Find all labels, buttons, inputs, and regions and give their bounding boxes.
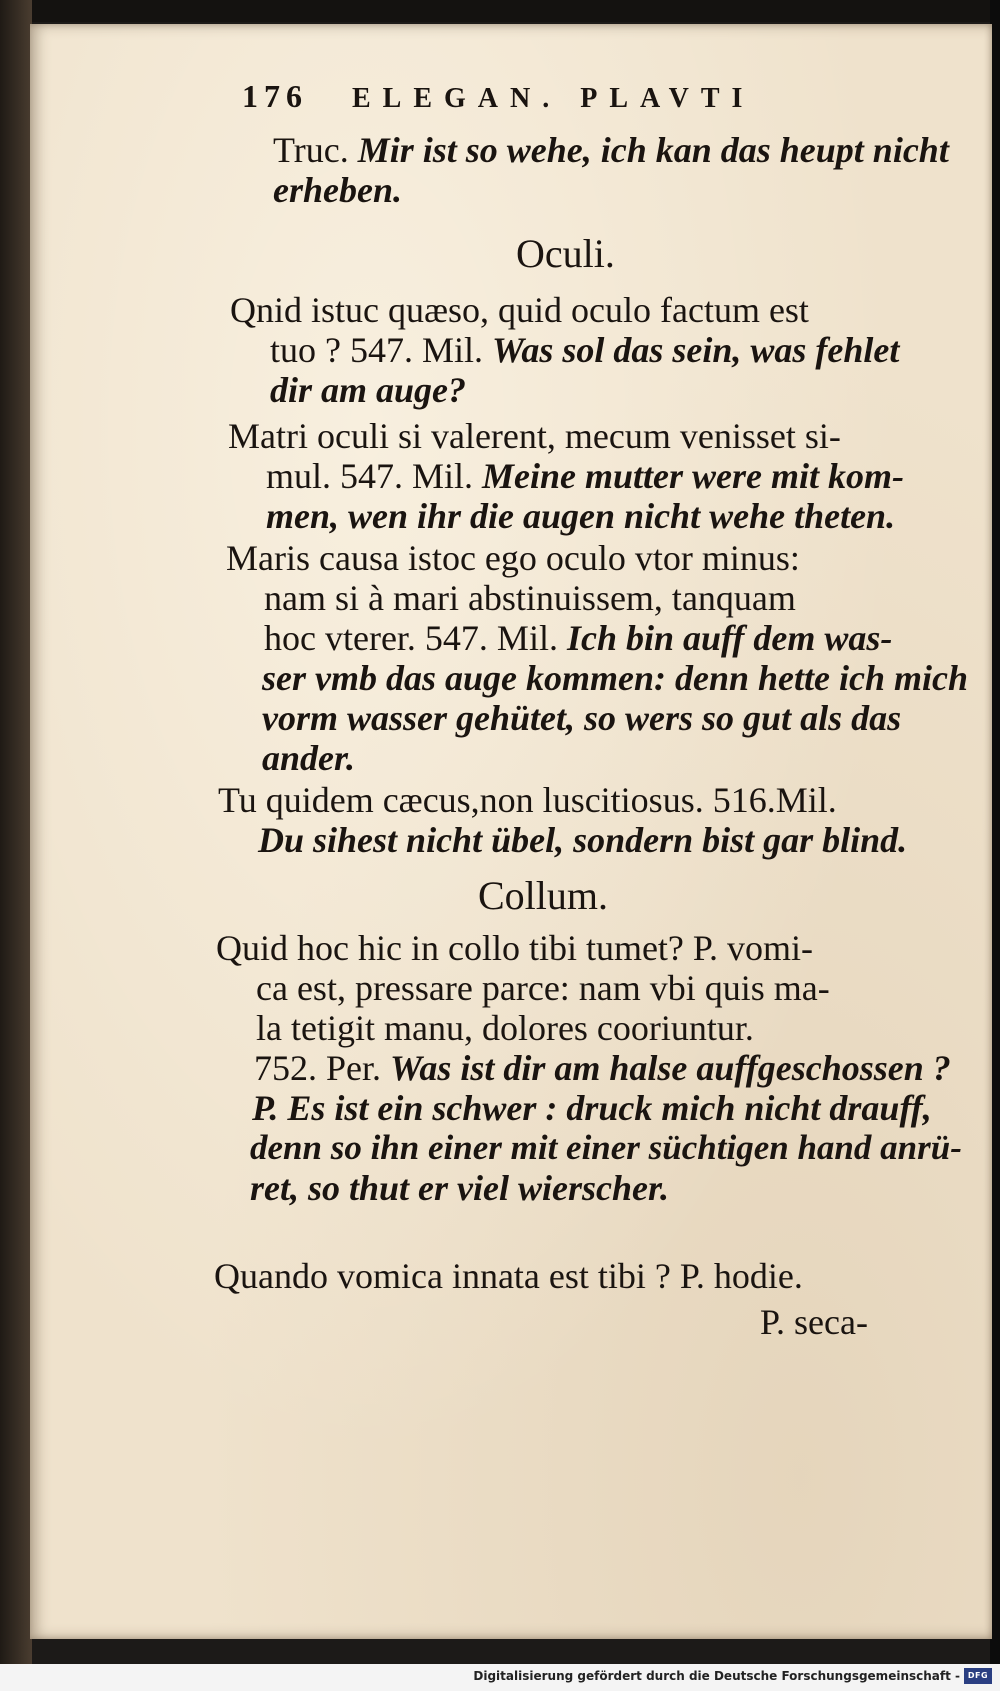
text-line: Truc. Mir ist so wehe, ich kan das heupt nicht (273, 130, 949, 170)
text-line: Tu quidem cæcus,non luscitiosus. 516.Mil. (218, 780, 837, 820)
text-line: denn so ihn einer mit einer süchtigen hand anrü- (250, 1128, 962, 1167)
text-line: vorm wasser gehütet, so wers so gut als das (262, 698, 902, 738)
text-line: Matri oculi si valerent, mecum venisset si- (228, 416, 841, 456)
text-line: dir am auge? (270, 370, 467, 410)
running-head (242, 78, 754, 115)
text-line: P. Es ist ein schwer : druck mich nicht drauff, (252, 1088, 932, 1128)
catchword: P. seca- (760, 1302, 868, 1342)
text-line: ander. (262, 738, 356, 778)
text-line: ca est, pressare parce: nam vbi quis ma- (256, 968, 830, 1008)
page-text (30, 24, 992, 1639)
text-line: ser vmb das auge kommen: denn hette ich mich (262, 658, 968, 698)
text-line: mul. 547. Mil. Meine mutter were mit kom- (266, 456, 905, 496)
text-line: erheben. (273, 170, 402, 210)
text-line: la tetigit manu, dolores cooriuntur. (256, 1008, 754, 1048)
section-heading-oculi: Oculi. (516, 231, 615, 276)
running-title: ELEGAN. PLAVTI (352, 83, 755, 114)
book-spine-edge (0, 0, 32, 1691)
dfg-logo-icon: DFG (964, 1668, 992, 1684)
section-heading-collum: Collum. (478, 873, 609, 918)
text-line: Qnid istuc quæso, quid oculo factum est (230, 290, 809, 330)
text-line: 752. Per. Was ist dir am halse auffgeschossen ? (254, 1048, 951, 1088)
footer-bar (0, 1664, 1000, 1691)
text-line: men, wen ihr die augen nicht wehe theten. (266, 496, 896, 536)
scan-top-edge (0, 0, 1000, 22)
page-number: 176 (242, 78, 308, 114)
text-line: nam si à mari abstinuissem, tanquam (264, 578, 796, 618)
text-line: hoc vterer. 547. Mil. Ich bin auff dem was- (264, 618, 893, 658)
text-line: Maris causa istoc ego oculo vtor minus: (226, 538, 800, 578)
book-page (30, 24, 992, 1639)
text-line: Quando vomica innata est tibi ? P. hodie. (214, 1256, 803, 1296)
text-line: ret, so thut er viel wierscher. (250, 1168, 670, 1208)
text-line: Du sihest nicht übel, sondern bist gar blind. (258, 820, 908, 860)
funding-notice: Digitalisierung gefördert durch die Deutsche Forschungsgemeinschaft - (473, 1669, 960, 1683)
text-line: tuo ? 547. Mil. Was sol das sein, was fehlet (270, 330, 900, 370)
text-line: Quid hoc hic in collo tibi tumet? P. vomi- (216, 928, 813, 968)
